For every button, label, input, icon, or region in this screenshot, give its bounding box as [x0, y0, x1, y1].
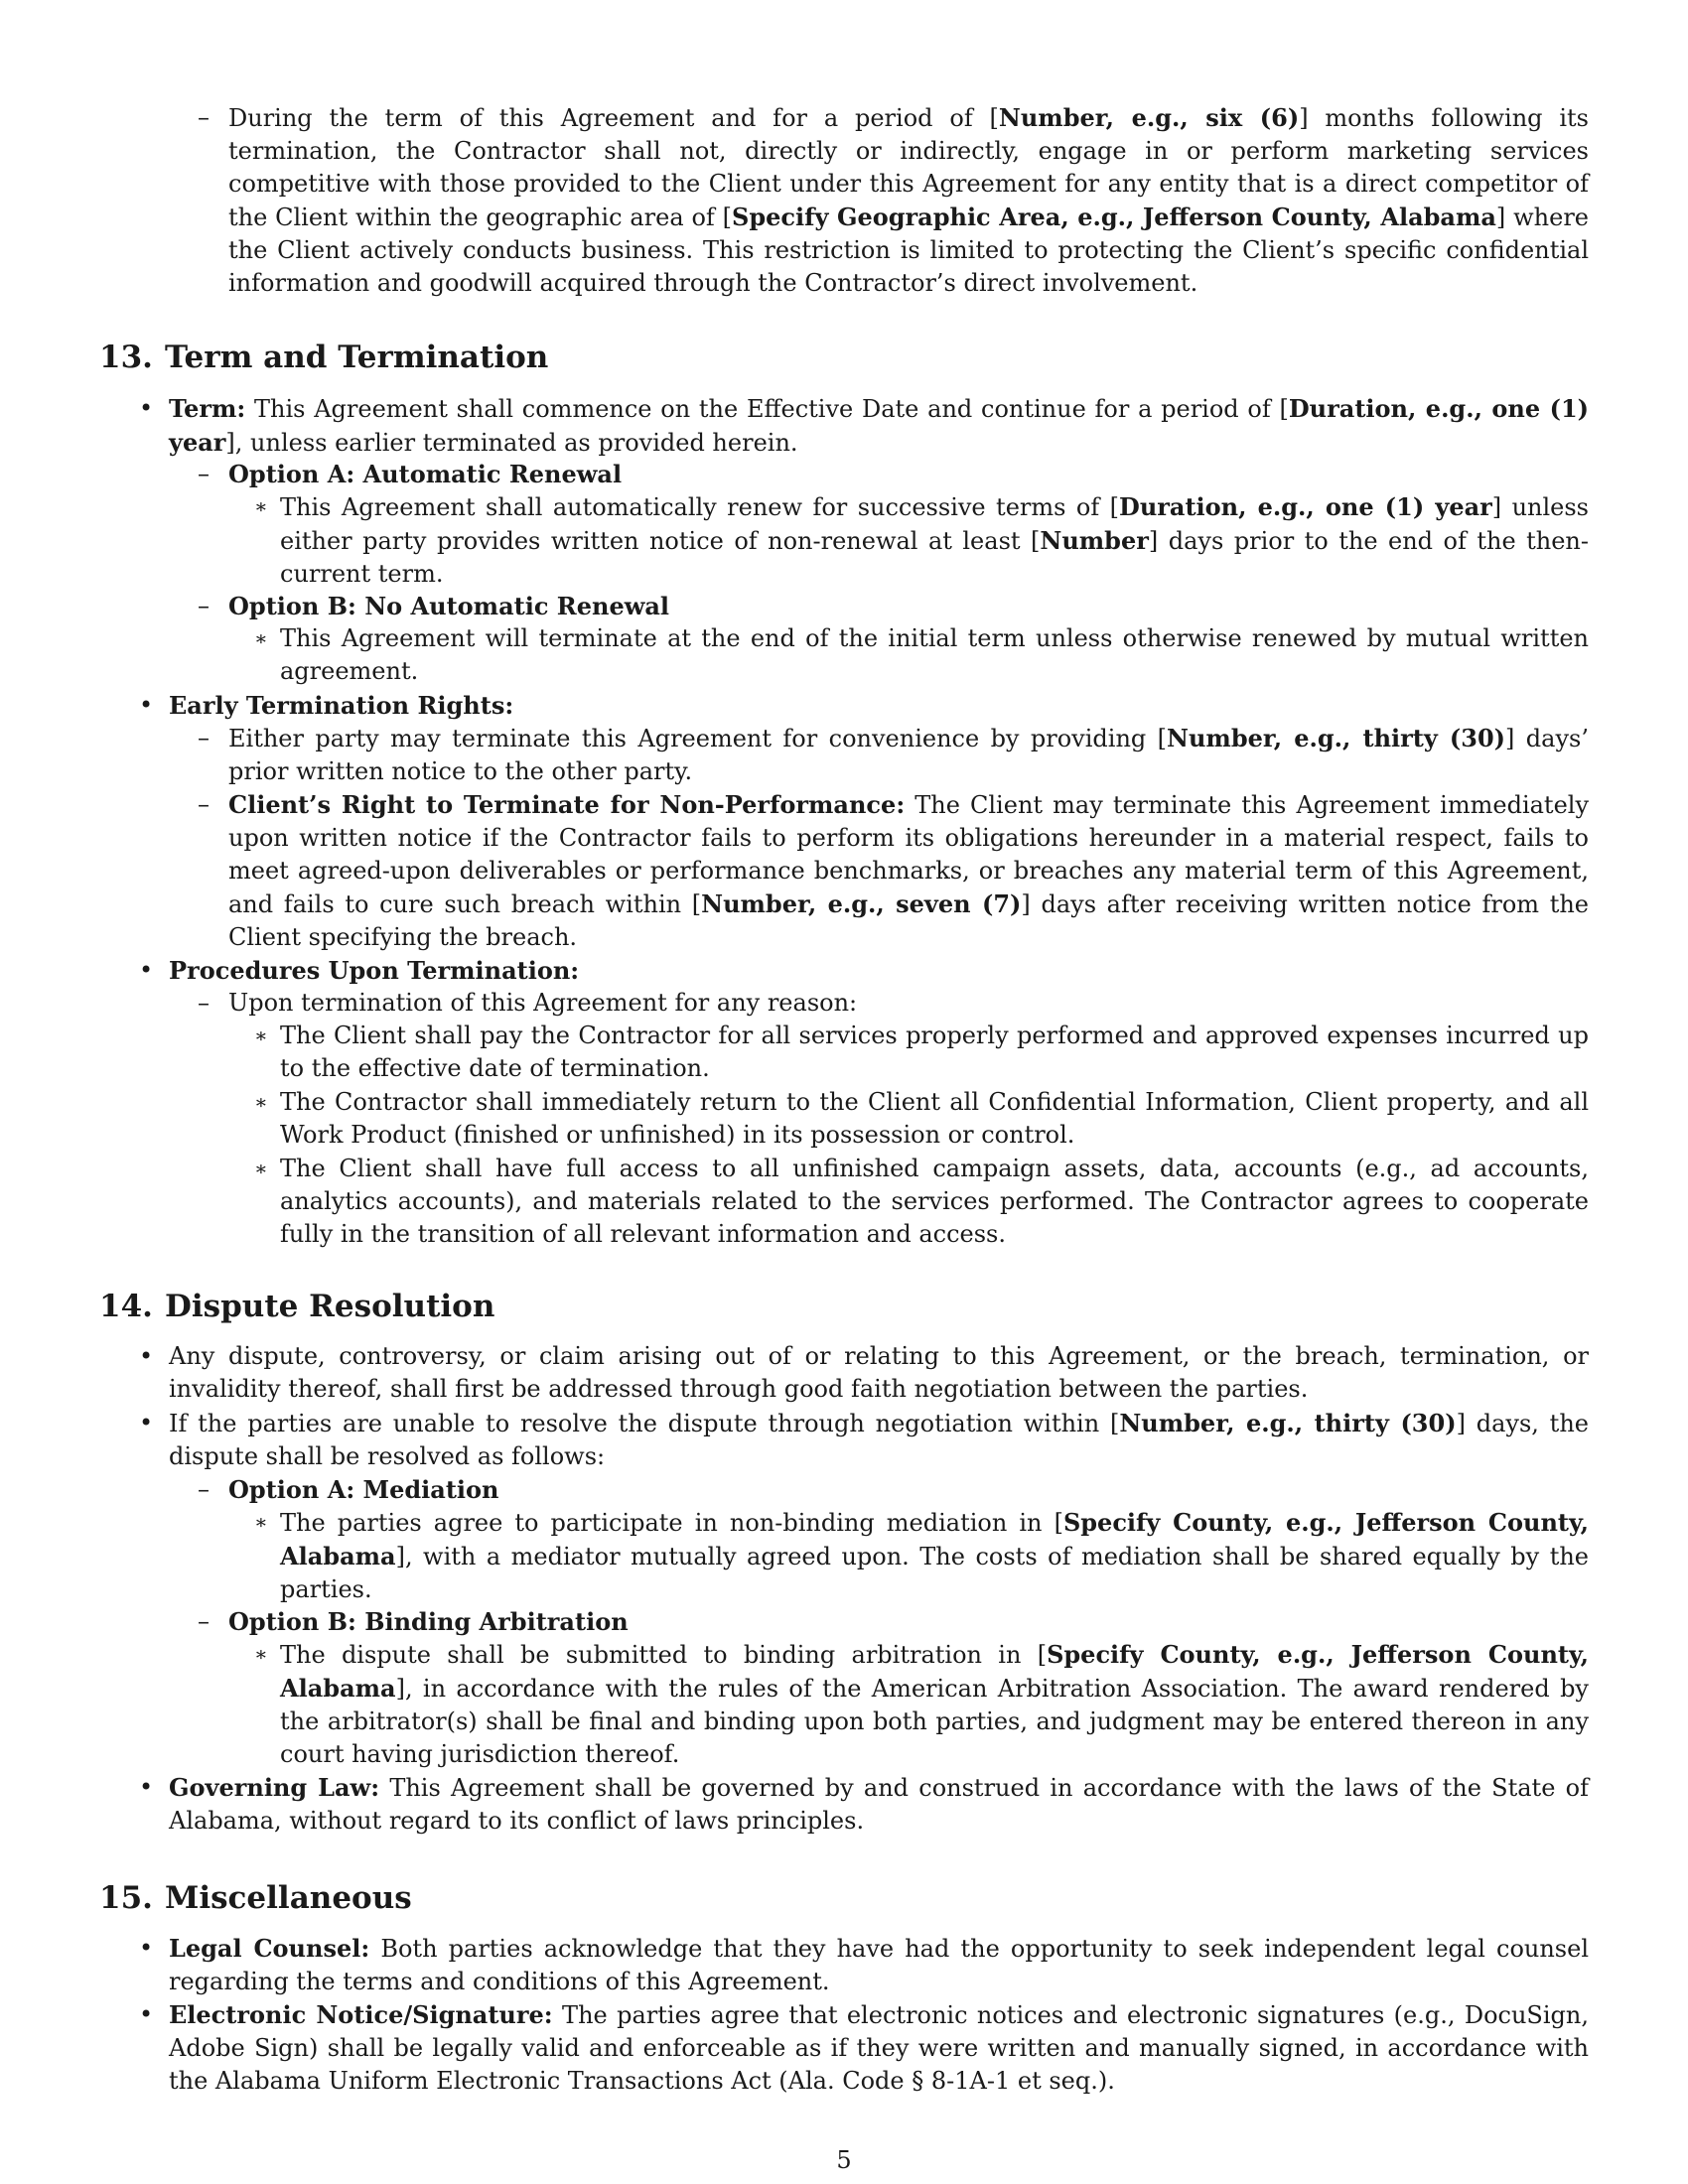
mediation-option-label: – Option A: Mediation: [198, 1475, 499, 1504]
convenience-termination-paragraph: – Either party may terminate this Agreement for convenience by providing [Number, e.g., thirty (30)] days’ prior written notice to the other party.: [198, 724, 1589, 785]
mediation-option-text: ∗ The parties agree to participate in non-binding mediation in [Specify County, e.g., Jefferson County, Alabama], with a mediator mutually agreed upon. The costs of mediation shall be shared equally by the parties.: [254, 1508, 1589, 1603]
term-paragraph: • Term: This Agreement shall commence on the Effective Date and continue for a period of [Duration, e.g., one (1) year], unless earlier terminated as provided herein.: [139, 394, 1590, 457]
section-13-heading: 13. Term and Termination: [99, 340, 549, 375]
term-option-a-label: – Option A: Automatic Renewal: [198, 460, 623, 488]
asterisk-marker: ∗: [254, 1024, 268, 1047]
asterisk-marker: ∗: [254, 1642, 268, 1666]
governing-law-paragraph: • Governing Law: This Agreement shall be governed by and construed in accordance with the laws of the State of Alabama, without regard to its conflict of laws principles.: [139, 1773, 1589, 1835]
term-option-b-text: ∗ This Agreement will terminate at the end of the initial term unless otherwise renewed by mutual written agreement.: [254, 624, 1589, 685]
procedures-label: • Procedures Upon Termination:: [139, 956, 580, 985]
arbitration-option-label: – Option B: Binding Arbitration: [198, 1607, 629, 1636]
bullet-marker: •: [139, 1934, 154, 1962]
procedures-item: ∗ The Contractor shall immediately return to the Client all Confidential Information, Client property, and all Work Product (finished or unfinished) in its possession or control.: [254, 1088, 1589, 1149]
section-15-heading: 15. Miscellaneous: [99, 1880, 412, 1916]
procedures-item: ∗ The Client shall pay the Contractor for all services properly performed and approved expenses incurred up to the effective date of termination.: [254, 1022, 1589, 1082]
dash-marker: –: [198, 1475, 210, 1503]
dash-marker: –: [198, 989, 210, 1017]
term-option-a-text: ∗ This Agreement shall automatically renew for successive terms of [Duration, e.g., one (1) year] unless either party provides written notice of non-renewal at least [Number] days prior to the end of the then-current term.: [254, 492, 1590, 588]
early-termination-label: • Early Termination Rights:: [139, 691, 514, 720]
asterisk-marker: ∗: [254, 494, 268, 518]
dispute-negotiation-paragraph: • Any dispute, controversy, or claim arising out of or relating to this Agreement, or the breach, termination, or invalidity thereof, shall first be addressed through good faith negotiation between the parties.: [139, 1342, 1589, 1403]
section-14-heading: 14. Dispute Resolution: [99, 1289, 495, 1324]
bullet-marker: •: [139, 1342, 154, 1370]
bullet-marker: •: [139, 2000, 154, 2028]
dash-marker: –: [198, 592, 210, 619]
asterisk-marker: ∗: [254, 1510, 268, 1534]
dash-marker: –: [198, 103, 210, 131]
term-option-b-label: – Option B: No Automatic Renewal: [198, 592, 670, 620]
dash-marker: –: [198, 790, 210, 818]
dash-marker: –: [198, 724, 210, 751]
procedures-intro: – Upon termination of this Agreement for any reason:: [228, 987, 1589, 1020]
dash-marker: –: [198, 1607, 210, 1635]
dispute-resolution-paragraph: • If the parties are unable to resolve the dispute through negotiation within [Number, e.g., thirty (30)] days, the dispute shall be resolved as follows:: [139, 1409, 1589, 1470]
noncompete-paragraph: – During the term of this Agreement and for a period of [Number, e.g., six (6)] months following its termination, the Contractor shall not, directly or indirectly, engage in or perform marketing services competitive with those provided to the Client under this Agreement for any entity that is a direct competitor of the Client within the geographic area of [Specify Geographic Area, e.g., Jefferson County, Alabama] where the Client actively conducts business. This restriction is limited to protecting the Client’s specific confidential information and goodwill acquired through the Contractor’s direct involvement.: [198, 103, 1590, 297]
procedures-item: ∗ The Client shall have full access to all unfinished campaign assets, data, accounts (e.g., ad accounts, analytics accounts), and materials related to the services performed. The Contractor agrees to cooperate fully in the transition of all relevant information and access.: [254, 1155, 1589, 1248]
legal-counsel-paragraph: • Legal Counsel: Both parties acknowledge that they have had the opportunity to seek independent legal counsel regarding the terms and conditions of this Agreement.: [139, 1934, 1590, 1995]
asterisk-marker: ∗: [254, 626, 268, 650]
arbitration-option-text: ∗ The dispute shall be submitted to binding arbitration in [Specify County, e.g., Jefferson County, Alabama], in accordance with the rules of the American Arbitration Association. The award rendered by the arbitrator(s) shall be final and binding upon both parties, and judgment may be entered thereon in any court having jurisdiction thereof.: [254, 1640, 1589, 1768]
dash-marker: –: [198, 460, 210, 487]
bullet-marker: •: [139, 1773, 154, 1801]
bullet-marker: •: [139, 394, 154, 422]
electronic-signature-paragraph: • Electronic Notice/Signature: The parties agree that electronic notices and electronic signatures (e.g., DocuSign, Adobe Sign) shall be legally valid and enforceable as if they were written and manually signed, in accordance with the Alabama Uniform Electronic Transactions Act (Ala. Code § 8-1A-1 et seq.).: [139, 2000, 1590, 2095]
bullet-marker: •: [139, 691, 154, 719]
non-performance-paragraph: – Client’s Right to Terminate for Non-Performance: The Client may terminate this Agreement immediately upon written notice if the Contractor fails to perform its obligations hereunder in a material respect, fails to meet agreed-upon deliverables or performance benchmarks, or breaches any material term of this Agreement, and fails to cure such breach within [Number, e.g., seven (7)] days after receiving written notice from the Client specifying the breach.: [198, 790, 1590, 951]
asterisk-marker: ∗: [254, 1090, 268, 1114]
bullet-marker: •: [139, 956, 154, 984]
page-number: 5: [836, 2146, 852, 2174]
bullet-marker: •: [139, 1409, 154, 1436]
asterisk-marker: ∗: [254, 1157, 268, 1180]
